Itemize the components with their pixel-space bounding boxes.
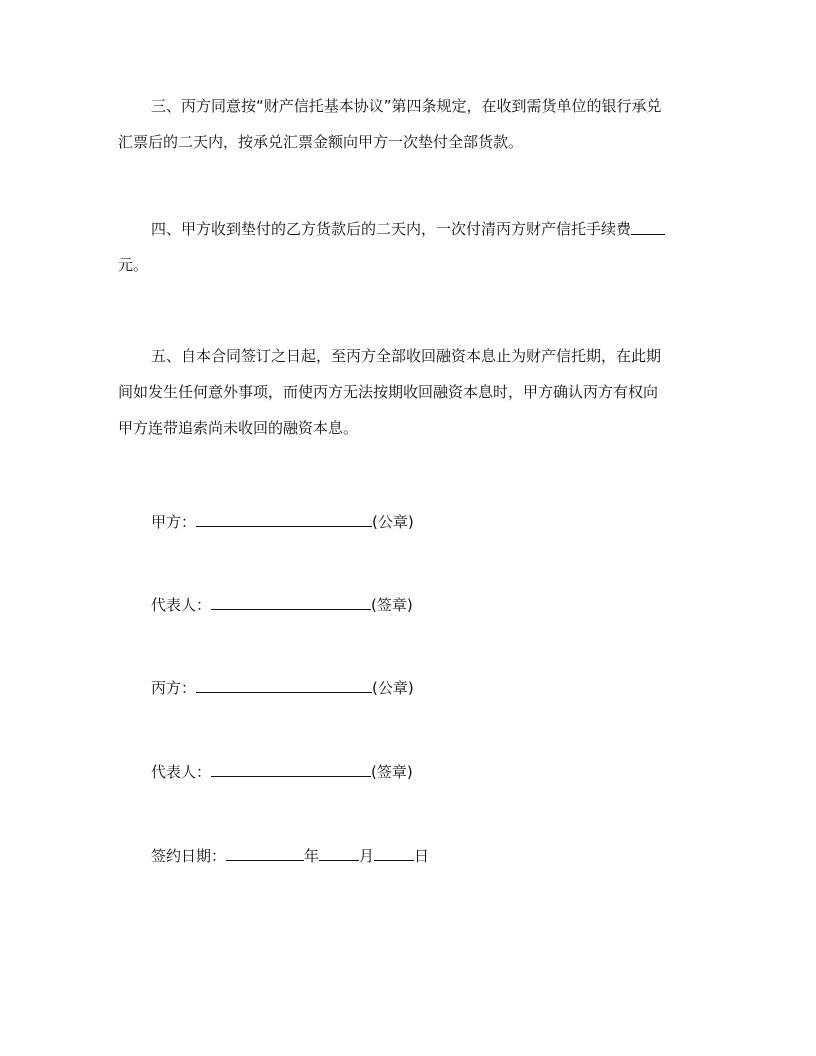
day-blank	[374, 845, 414, 861]
clause-five-line-1: 五、自本合同签订之日起，至丙方全部收回融资本息止为财产信托期，在此期	[151, 347, 662, 365]
rep-a-label: 代表人：	[151, 596, 212, 614]
clause-three-line-2: 汇票后的二天内，按承兑汇票金额向甲方一次垫付全部货款。	[118, 133, 524, 151]
rep-c-seal: (签章)	[371, 763, 413, 781]
clause-three	[118, 88, 698, 160]
party-c-seal: (公章)	[372, 679, 414, 697]
clause-three-line-1: 三、丙方同意按“财产信托基本协议”第四条规定，在收到需货单位的银行承兑	[151, 97, 662, 115]
month-label: 月	[359, 847, 375, 865]
clause-four-line-2: 元。	[118, 256, 149, 274]
party-c-blank	[196, 677, 372, 693]
party-a-blank	[196, 511, 372, 527]
rep-a-blank	[211, 594, 371, 610]
rep-c-blank	[211, 761, 371, 777]
clause-five-line-2: 间如发生任何意外事项，而使丙方无法按期收回融资本息时，甲方确认丙方有权向	[118, 383, 659, 401]
rep-a-seal: (签章)	[371, 596, 413, 614]
month-blank	[319, 845, 359, 861]
day-label: 日	[414, 847, 430, 865]
year-blank	[226, 845, 304, 861]
clause-five	[118, 338, 698, 446]
rep-a-signature	[151, 594, 413, 615]
clause-four-line-1-text: 四、甲方收到垫付的乙方货款后的二天内，一次付清丙方财产信托手续费	[151, 220, 632, 238]
party-a-seal: (公章)	[372, 513, 414, 531]
party-a-signature	[151, 511, 414, 532]
clause-four	[118, 211, 698, 283]
fee-blank	[631, 219, 665, 235]
rep-c-signature	[151, 761, 413, 782]
rep-c-label: 代表人：	[151, 763, 212, 781]
party-a-label: 甲方：	[151, 513, 197, 531]
party-c-label: 丙方：	[151, 679, 197, 697]
clause-five-line-3: 甲方连带追索尚未收回的融资本息。	[118, 419, 359, 437]
party-c-signature	[151, 677, 414, 698]
signing-date-label: 签约日期：	[151, 847, 227, 865]
signing-date	[151, 845, 429, 866]
clause-four-line-1	[118, 211, 698, 247]
year-label: 年	[304, 847, 320, 865]
